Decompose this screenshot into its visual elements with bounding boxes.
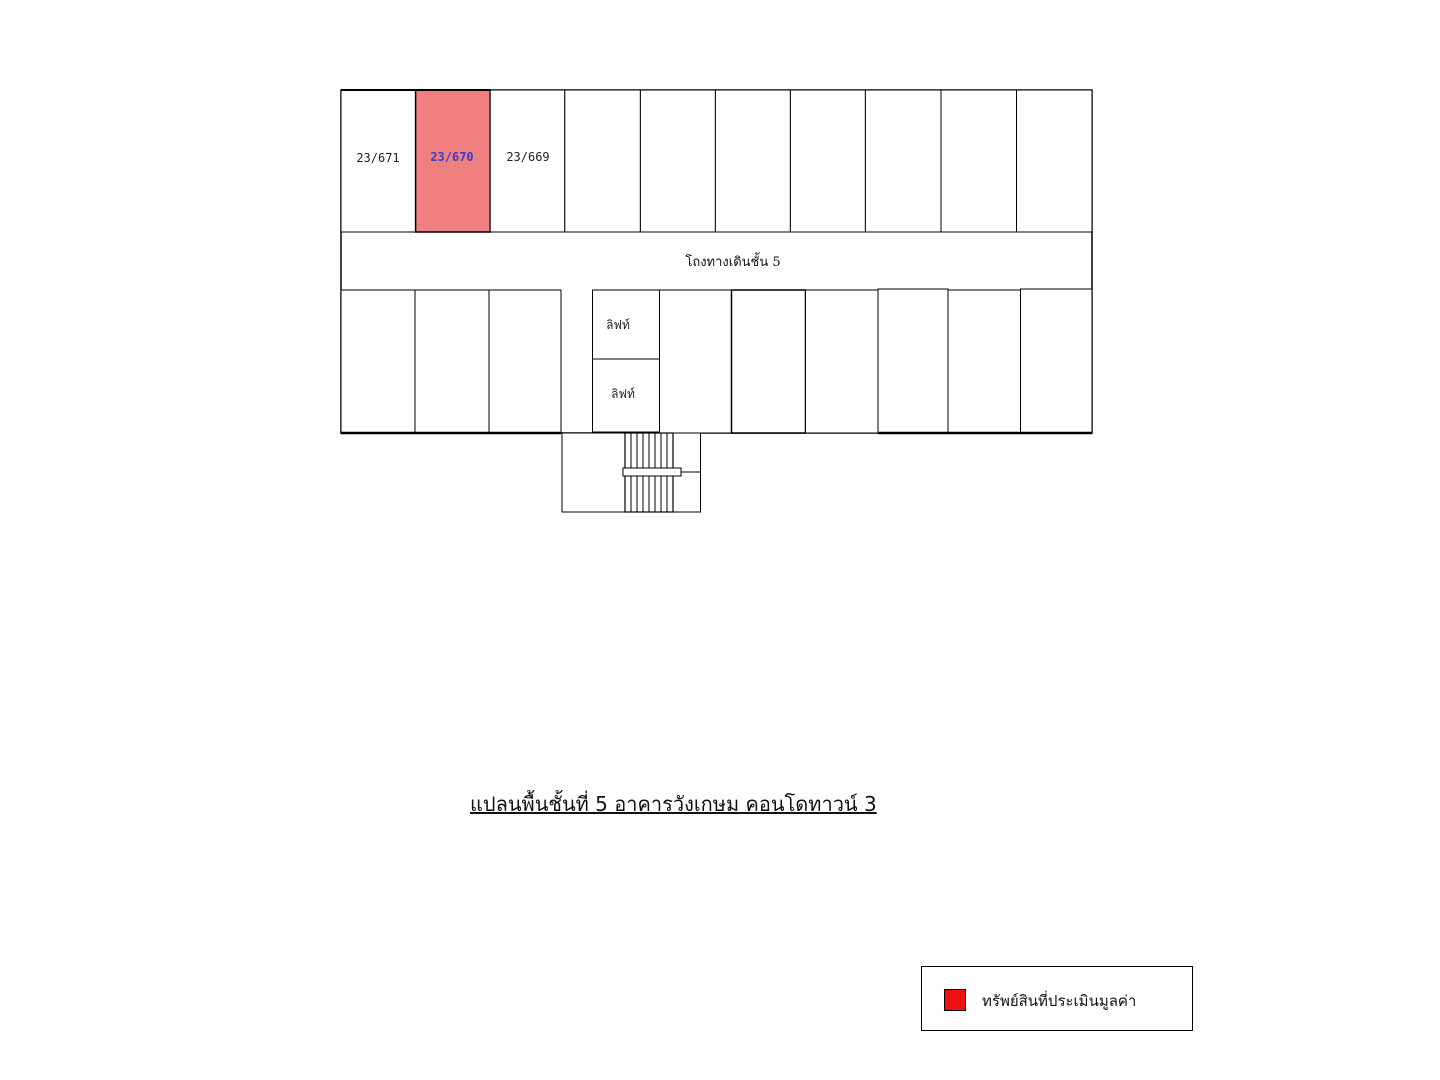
unit-top-7[interactable] bbox=[790, 90, 865, 232]
unit-bottom-3[interactable] bbox=[489, 290, 561, 433]
unit-bottom-7[interactable] bbox=[878, 289, 948, 433]
unit-bottom-2[interactable] bbox=[415, 290, 489, 433]
lift-label-2: ลิฟท์ bbox=[611, 387, 635, 401]
unit-bottom-1[interactable] bbox=[341, 290, 415, 433]
unit-bottom-5[interactable] bbox=[732, 290, 806, 433]
legend-label: ทรัพย์สินที่ประเมินมูลค่า bbox=[982, 992, 1137, 1010]
top-unit-row bbox=[341, 90, 1092, 232]
legend-swatch bbox=[944, 989, 966, 1011]
plan-title: แปลนพื้นชั้นที่ 5 อาคารวังเกษม คอนโดทาวน์ 3 bbox=[470, 792, 877, 816]
bottom-unit-row bbox=[341, 289, 1092, 433]
stair-core bbox=[562, 433, 701, 512]
unit-top-10[interactable] bbox=[1017, 90, 1093, 232]
legend bbox=[921, 966, 1193, 1031]
unit-bottom-4[interactable] bbox=[660, 290, 732, 433]
unit-top-4[interactable] bbox=[565, 90, 641, 232]
unit-top-5[interactable] bbox=[640, 90, 715, 232]
unit-top-9[interactable] bbox=[941, 90, 1017, 232]
stair-landing bbox=[623, 468, 681, 476]
corridor-label: โถงทางเดินชั้น 5 bbox=[685, 255, 781, 270]
unit-label-2: 23/670 bbox=[430, 150, 474, 164]
unit-top-8[interactable] bbox=[865, 90, 941, 232]
unit-bottom-9[interactable] bbox=[1021, 289, 1093, 433]
unit-label-1: 23/671 bbox=[356, 151, 400, 165]
unit-bottom-8[interactable] bbox=[948, 290, 1021, 433]
lift-label-1: ลิฟท์ bbox=[606, 318, 630, 332]
unit-label-3: 23/669 bbox=[506, 150, 550, 164]
unit-bottom-6[interactable] bbox=[806, 290, 879, 433]
unit-top-6[interactable] bbox=[715, 90, 790, 232]
